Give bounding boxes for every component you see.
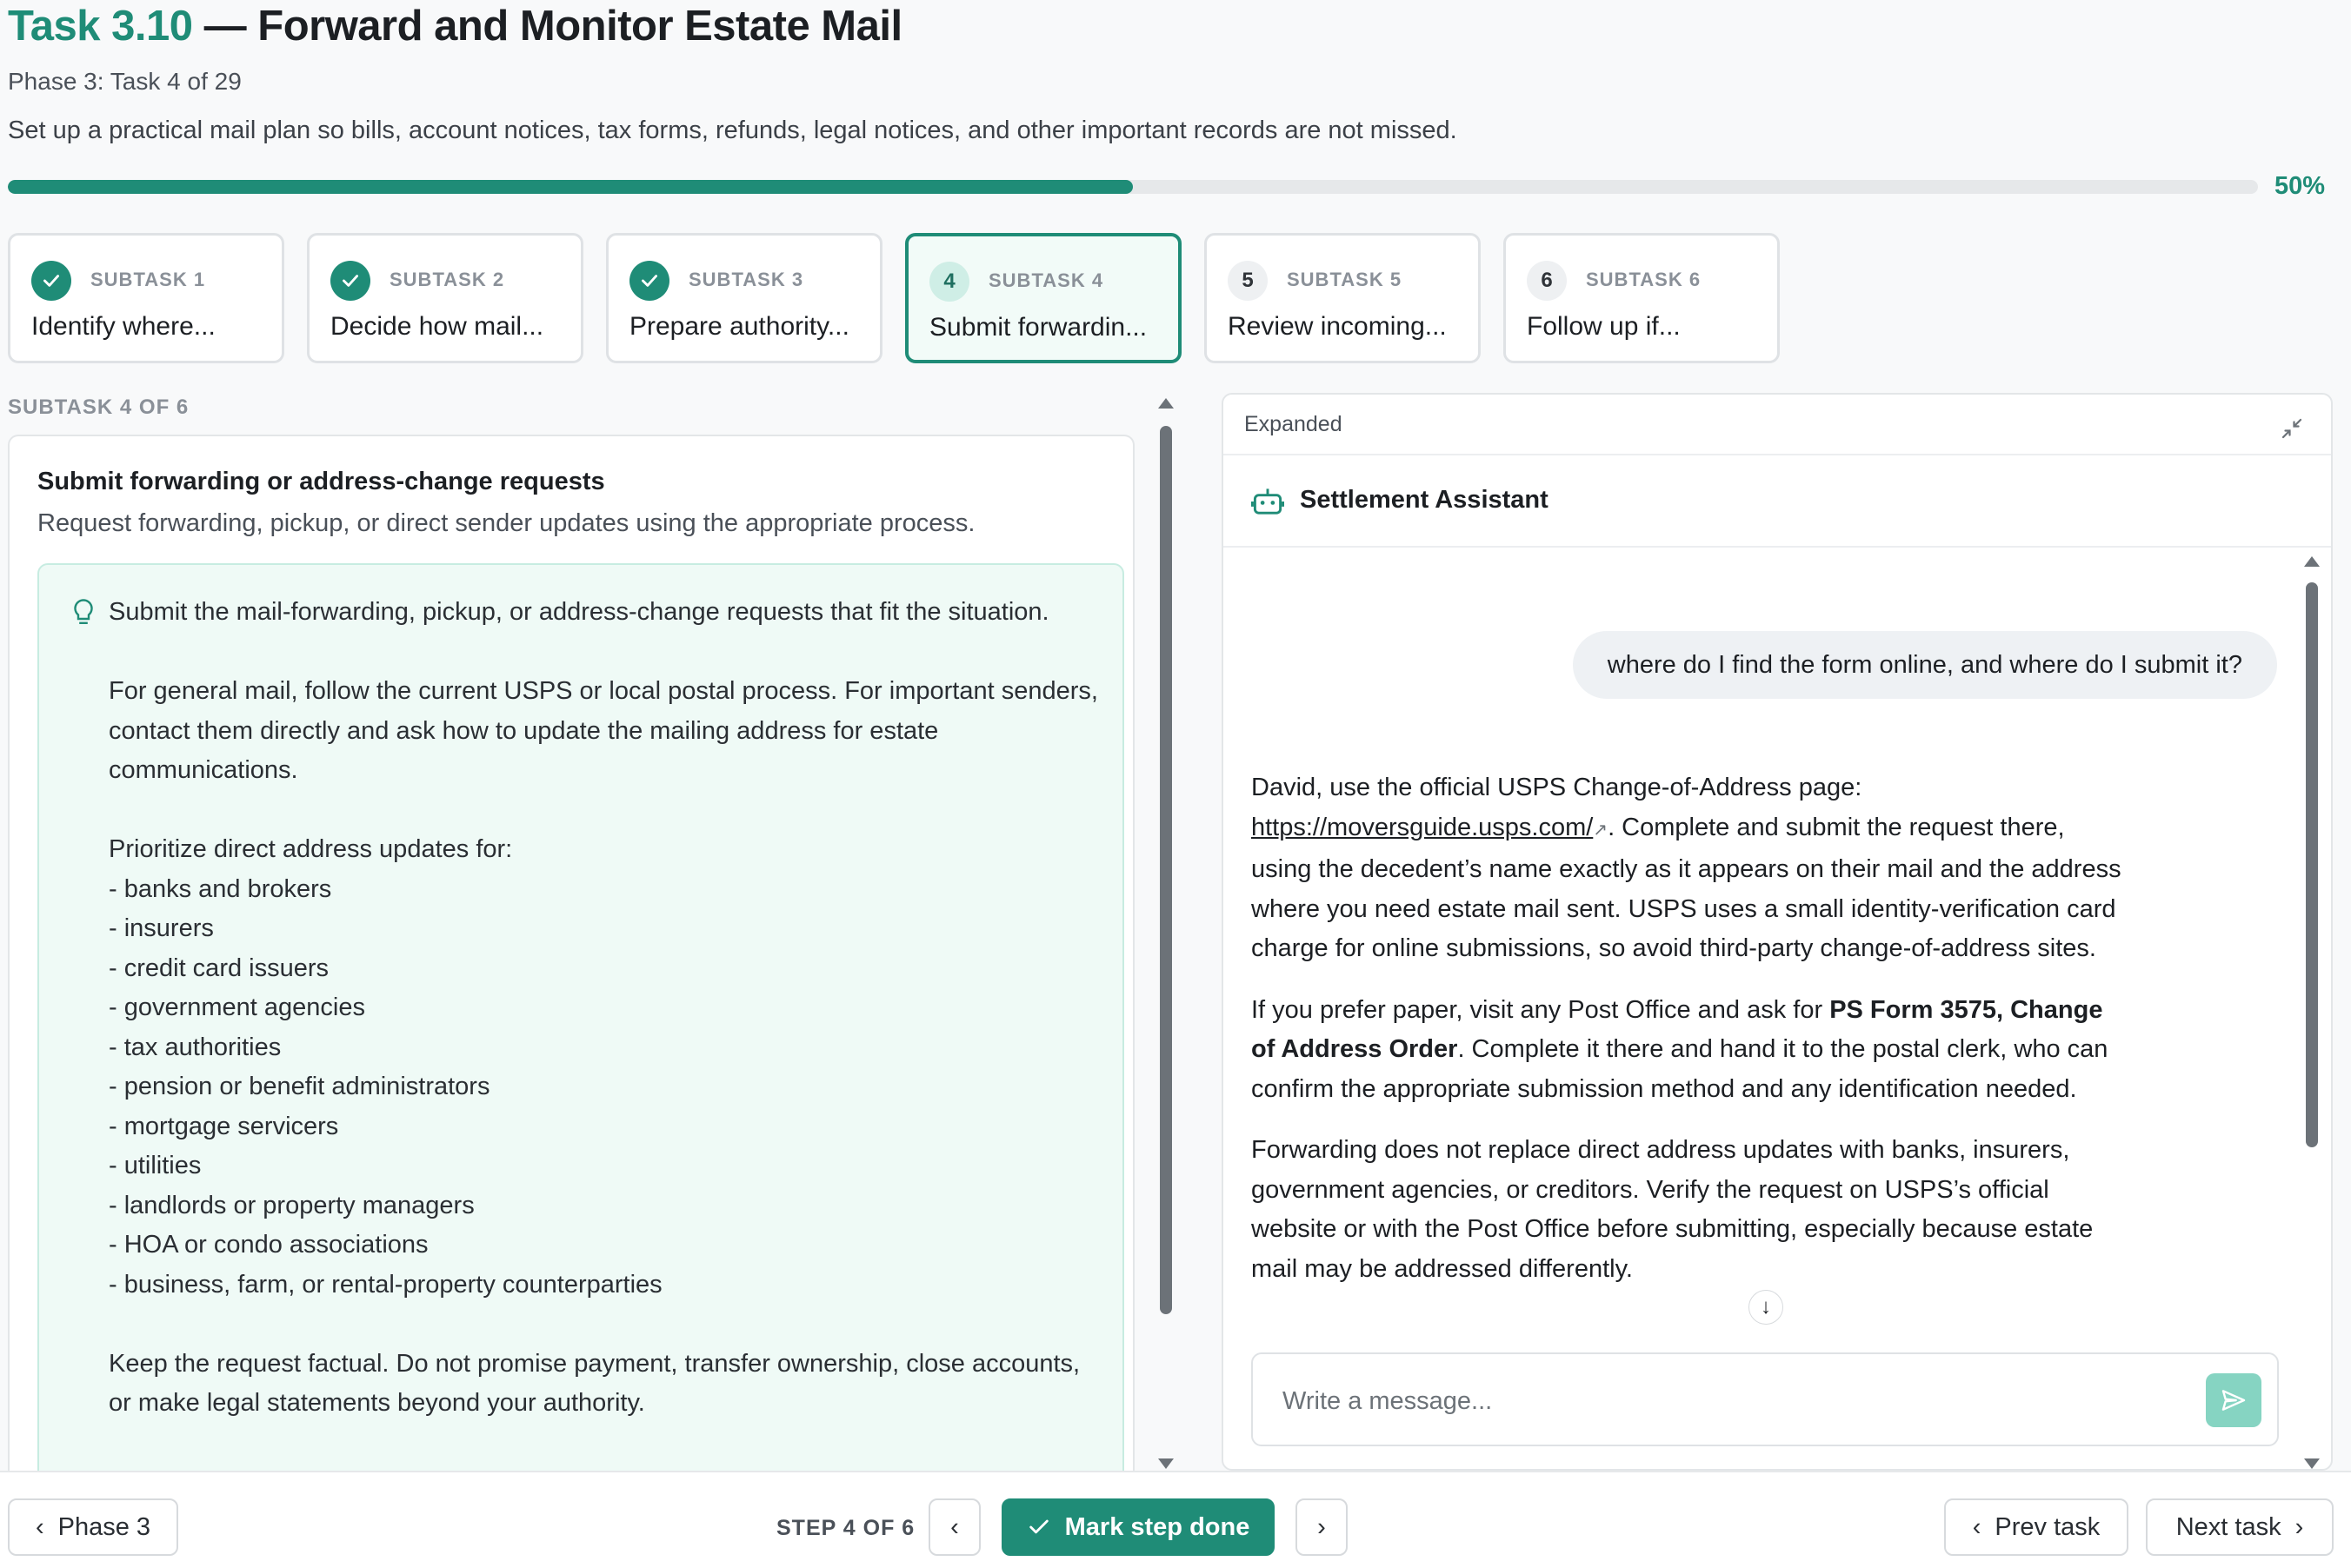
chat-scrollbar[interactable] bbox=[2304, 556, 2320, 1469]
scroll-up-arrow[interactable] bbox=[1158, 398, 1174, 409]
message-input[interactable] bbox=[1282, 1377, 2152, 1425]
left-scrollbar[interactable] bbox=[1158, 398, 1174, 1469]
step-counter: STEP 4 OF 6 bbox=[776, 1516, 916, 1540]
progress-bar bbox=[8, 180, 2258, 194]
subtask-text: Submit forwardin... bbox=[929, 313, 1148, 342]
check-icon bbox=[330, 261, 370, 301]
subtask-label: SUBTASK 5 bbox=[1287, 269, 1402, 290]
step-number-badge: 5 bbox=[1228, 261, 1268, 301]
guidance-text: Submit the mail-forwarding, pickup, or address-change requests that fit the situation. For general mail, follow the current USPS or local postal process. For important senders, contact them directly and ask how to update the mailing address for estate communications. Prioritize direct address updates for: - banks and brokers - insurers - credit card issuers - government agencies - tax authorities - pension or benefit administrators - mortgage servicers - utilities - landlords or property managers - HOA or condo associations - business, farm, or rental-property counterparties Keep the request factual. Do not promise payment, transfer ownership, close accounts, or make legal statements beyond your authority. bbox=[109, 598, 1098, 1417]
subtask-title: Submit forwarding or address-change requests bbox=[37, 468, 605, 495]
message-composer bbox=[1251, 1352, 2279, 1446]
subtask-label: SUBTASK 3 bbox=[689, 269, 804, 290]
panel-mode-label: Expanded bbox=[1244, 412, 1342, 436]
send-icon bbox=[2220, 1386, 2248, 1414]
prev-step-button[interactable] bbox=[929, 1498, 981, 1556]
subtask-text: Prepare authority... bbox=[629, 312, 849, 341]
subtask-detail-panel bbox=[8, 435, 1135, 1512]
user-message: where do I find the form online, and where do I submit it? bbox=[1573, 631, 2277, 699]
check-icon bbox=[1027, 1515, 1051, 1539]
progress-percent: 50% bbox=[2274, 172, 2326, 200]
collapse-icon[interactable] bbox=[2279, 415, 2305, 442]
scroll-up-arrow[interactable] bbox=[2304, 556, 2320, 567]
subtask-text: Decide how mail... bbox=[330, 312, 544, 341]
step-number-badge: 4 bbox=[929, 262, 969, 302]
subtask-card-2[interactable] bbox=[307, 233, 583, 363]
button-label: Mark step done bbox=[1064, 1512, 1250, 1541]
assistant-panel bbox=[1222, 393, 2333, 1471]
form-name: PS Form 3575, Change of Address Order bbox=[1251, 995, 2103, 1063]
divider bbox=[1223, 546, 2331, 548]
usps-link[interactable]: https://moversguide.usps.com/ bbox=[1251, 813, 1594, 841]
check-icon bbox=[31, 261, 71, 301]
message-text: Forwarding does not replace direct address updates with banks, insurers, government agencies, or creditors. Verify the request on USPS’s official website or with the Post Office before submitting, especially because estate mail may be addressed differently. bbox=[1251, 1136, 2094, 1283]
next-task-button[interactable] bbox=[2146, 1498, 2334, 1556]
button-label: Prev task bbox=[1995, 1512, 2101, 1541]
assistant-name: Settlement Assistant bbox=[1300, 486, 1548, 514]
task-description: Set up a practical mail plan so bills, account notices, tax forms, refunds, legal notices, and other important records are not missed. bbox=[8, 116, 1457, 144]
task-title: — Forward and Monitor Estate Mail bbox=[192, 3, 902, 50]
phase-back-button[interactable] bbox=[8, 1498, 178, 1556]
mark-step-done-button[interactable] bbox=[1002, 1498, 1275, 1556]
arrow-down-icon: ↓ bbox=[1761, 1295, 1771, 1319]
subtask-label: SUBTASK 4 bbox=[989, 269, 1104, 291]
scroll-thumb[interactable] bbox=[2306, 582, 2318, 1147]
step-number-badge: 6 bbox=[1527, 261, 1567, 301]
subtask-text: Review incoming... bbox=[1228, 312, 1447, 341]
scroll-to-bottom-button[interactable] bbox=[1748, 1290, 1783, 1325]
assistant-message bbox=[1251, 768, 2129, 1311]
page-title bbox=[8, 2, 902, 50]
chevron-left-icon: ‹ bbox=[1972, 1512, 1981, 1541]
message-text: . Complete it there and hand it to the postal clerk, who can confirm the appropriate submission method and any identification needed. bbox=[1251, 1035, 2108, 1103]
subtask-text: Follow up if... bbox=[1527, 312, 1681, 341]
divider bbox=[1223, 454, 2331, 455]
subtask-card-1[interactable] bbox=[8, 233, 284, 363]
scroll-down-arrow[interactable] bbox=[1158, 1458, 1174, 1469]
progress-fill bbox=[8, 180, 1133, 194]
subtask-card-5[interactable] bbox=[1204, 233, 1481, 363]
subtask-card-6[interactable] bbox=[1503, 233, 1780, 363]
task-number: Task 3.10 bbox=[8, 3, 193, 50]
message-text: If you prefer paper, visit any Post Office and ask for bbox=[1251, 995, 1830, 1024]
phase-indicator: Phase 3: Task 4 of 29 bbox=[8, 68, 242, 95]
subtask-label: SUBTASK 6 bbox=[1586, 269, 1702, 290]
subtask-counter: SUBTASK 4 OF 6 bbox=[8, 395, 190, 419]
message-text: David, use the official USPS Change-of-Address page: bbox=[1251, 774, 1862, 801]
check-icon bbox=[629, 261, 669, 301]
external-link-icon[interactable]: ↗ bbox=[1593, 820, 1608, 840]
subtask-card-4[interactable] bbox=[905, 233, 1182, 363]
subtask-label: SUBTASK 2 bbox=[390, 269, 505, 290]
send-button[interactable] bbox=[2206, 1373, 2261, 1427]
bottom-navigation bbox=[0, 1471, 2351, 1568]
message-text: . Complete and submit the request there, using the decedent’s name exactly as it appears on their mail and the address where you need estate mail sent. USPS uses a small identity-verification card charge for online submissions, so avoid third-party change-of-address sites. bbox=[1251, 813, 2121, 962]
chevron-left-icon: ‹ bbox=[35, 1512, 44, 1541]
button-label: Phase 3 bbox=[57, 1512, 151, 1541]
prev-task-button[interactable] bbox=[1944, 1498, 2128, 1556]
subtask-text: Identify where... bbox=[31, 312, 216, 341]
scroll-down-arrow[interactable] bbox=[2304, 1458, 2320, 1469]
scroll-thumb[interactable] bbox=[1160, 426, 1172, 1314]
chevron-right-icon: › bbox=[1317, 1512, 1326, 1541]
subtask-card-3[interactable] bbox=[606, 233, 882, 363]
subtask-label: SUBTASK 1 bbox=[90, 269, 206, 290]
guidance-box bbox=[37, 563, 1124, 1512]
chevron-right-icon: › bbox=[2294, 1512, 2304, 1541]
subtask-subtitle: Request forwarding, pickup, or direct sender updates using the appropriate process. bbox=[37, 509, 976, 537]
next-step-button[interactable] bbox=[1295, 1498, 1348, 1556]
button-label: Next task bbox=[2175, 1512, 2281, 1541]
chevron-left-icon: ‹ bbox=[950, 1512, 959, 1541]
lightbulb-icon bbox=[70, 598, 97, 629]
bot-icon bbox=[1251, 486, 1284, 517]
